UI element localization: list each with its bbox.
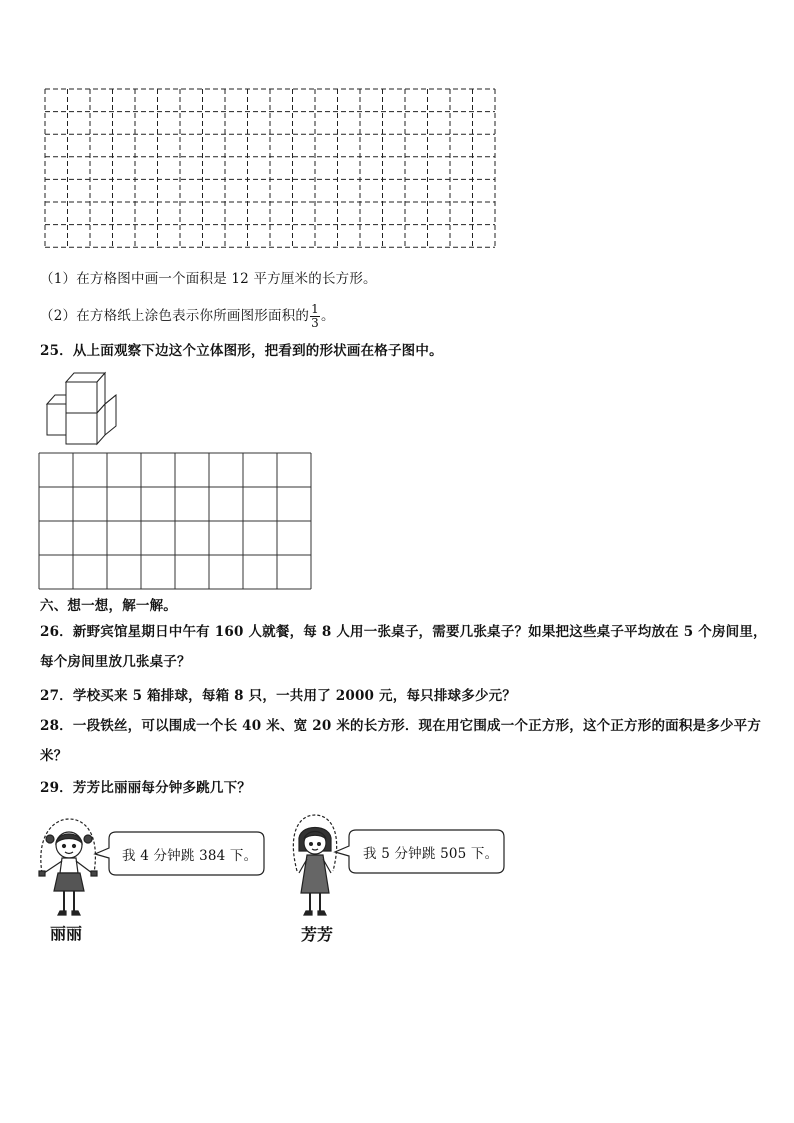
lili-name-label: 丽丽	[50, 924, 83, 943]
fraction-denominator: 3	[311, 316, 319, 330]
q28-line1: 28．一段铁丝，可以围成一个长 40 米、宽 20 米的长方形．现在用它围成一个正方形，这个正方形的面积是多少平方	[40, 718, 762, 734]
q27-question: 27．学校买来 5 箱排球，每箱 8 只，一共用了 2000 元，每只排球多少元？	[40, 688, 517, 704]
q26-line2: 每个房间里放几张桌子？	[40, 654, 191, 670]
q28-line2: 米？	[40, 748, 68, 764]
fangfang-name-label: 芳芳	[301, 925, 334, 944]
q24-part2-prefix: （2）在方格纸上涂色表示你所画图形面积的	[40, 308, 310, 324]
fangfang-speech-text: 我 5 分钟跳 505 下。	[363, 846, 499, 862]
q26-line1: 26．新野宾馆星期日中午有 160 人就餐，每 8 人用一张桌子，需要几张桌子？如果把这些桌子平均放在 5 个房间里，	[40, 624, 767, 640]
q24-part2-suffix: 。	[320, 308, 335, 324]
q25-question: 25．从上面观察下边这个立体图形，把看到的形状画在格子图中。	[40, 343, 443, 359]
q24-part1: （1）在方格图中画一个面积是 12 平方厘米的长方形。	[40, 271, 377, 287]
section-6-heading: 六、想一想，解一解。	[40, 598, 177, 614]
fraction-numerator: 1	[311, 302, 319, 316]
lili-speech-text: 我 4 分钟跳 384 下。	[122, 848, 258, 864]
q29-question: 29．芳芳比丽丽每分钟多跳几下？	[40, 780, 251, 796]
